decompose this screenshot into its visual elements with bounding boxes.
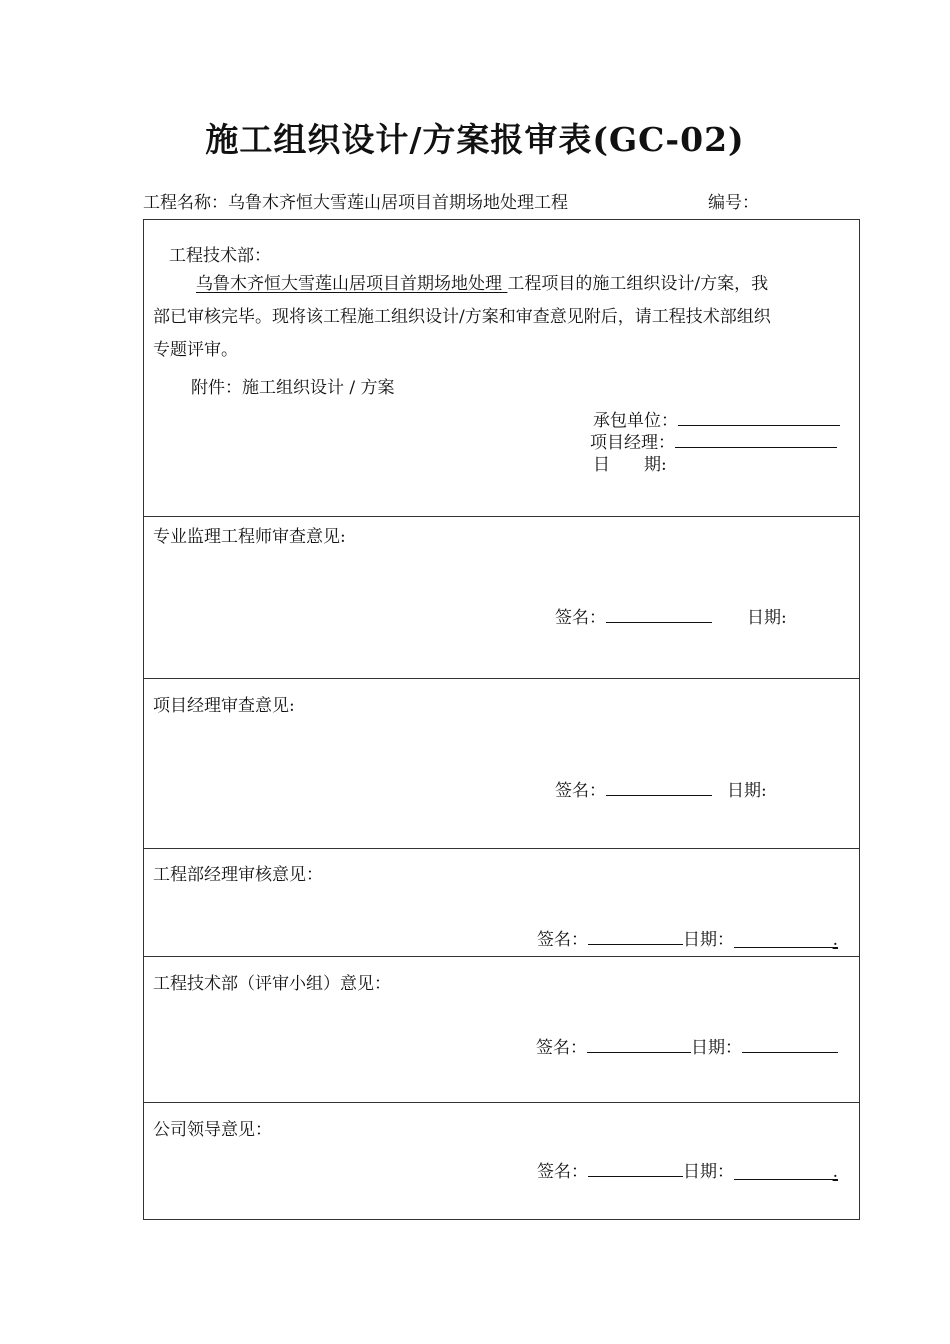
signature-blank[interactable] <box>587 1035 691 1053</box>
project-manager-label: 项目经理： <box>590 433 675 453</box>
body-line3: 专题评审。 <box>153 340 238 360</box>
project-manager-date-label: 日期: <box>727 781 767 801</box>
date-blank[interactable]: . <box>734 930 838 948</box>
project-name-underlined: 乌鲁木齐恒大雪莲山居项目首期场地处理 <box>196 274 508 294</box>
project-manager-blank[interactable] <box>675 430 837 448</box>
page-title: 施工组织设计/方案报审表(GC-02) <box>205 120 745 159</box>
signature-blank[interactable] <box>606 778 712 796</box>
sign-label: 签名： <box>537 930 588 950</box>
contractor-label: 承包单位： <box>593 411 678 431</box>
project-manager-signature <box>555 776 712 801</box>
engineering-manager-review-section <box>144 849 859 957</box>
company-leader-signature <box>537 1157 838 1182</box>
body-line2: 部已审核完毕。现将该工程施工组织设计/方案和审查意见附后，请工程技术部组织 <box>153 307 771 327</box>
supervisor-signature <box>555 603 712 628</box>
supervisor-date-label: 日期: <box>747 608 787 628</box>
signature-blank[interactable] <box>588 927 683 945</box>
date-label: 日 期: <box>593 455 667 475</box>
submission-section <box>144 220 859 517</box>
contractor-blank[interactable] <box>678 408 840 426</box>
attachment-note: 附件：施工组织设计 / 方案 <box>191 378 395 398</box>
technical-dept-signature <box>536 1033 838 1058</box>
addressee: 工程技术部： <box>169 246 271 266</box>
sign-label: 签名： <box>536 1038 587 1058</box>
date-label: 日期： <box>683 1162 734 1182</box>
engineering-manager-review-heading: 工程部经理审核意见： <box>153 865 323 885</box>
submission-body <box>153 268 853 367</box>
body-line1: 工程项目的施工组织设计/方案，我 <box>507 274 769 294</box>
engineering-manager-signature <box>537 925 838 950</box>
project-name-value: 乌鲁木齐恒大雪莲山居项目首期场地处理工程 <box>228 193 568 213</box>
date-blank[interactable]: . <box>734 1162 838 1180</box>
project-manager-review-section <box>144 679 859 849</box>
signature-blank[interactable] <box>606 605 712 623</box>
sign-label: 签名： <box>537 1162 588 1182</box>
project-name <box>143 188 568 213</box>
technical-dept-review-heading: 工程技术部（评审小组）意见： <box>153 974 391 994</box>
supervisor-review-section <box>144 517 859 679</box>
signature-blank[interactable] <box>588 1159 683 1177</box>
date-blank[interactable] <box>742 1035 838 1053</box>
project-name-label: 工程名称： <box>143 193 228 213</box>
number-label: 编号： <box>708 193 759 213</box>
date-label: 日期： <box>683 930 734 950</box>
project-manager-review-heading: 项目经理审查意见: <box>153 696 295 716</box>
review-form-table <box>143 219 860 1220</box>
sign-label: 签名： <box>555 781 606 801</box>
company-leader-review-heading: 公司领导意见： <box>153 1120 272 1140</box>
sign-label: 签名： <box>555 608 606 628</box>
technical-dept-review-section <box>144 957 859 1103</box>
date-label: 日期： <box>691 1038 742 1058</box>
supervisor-review-heading: 专业监理工程师审查意见: <box>153 527 346 547</box>
company-leader-review-section <box>144 1103 859 1219</box>
